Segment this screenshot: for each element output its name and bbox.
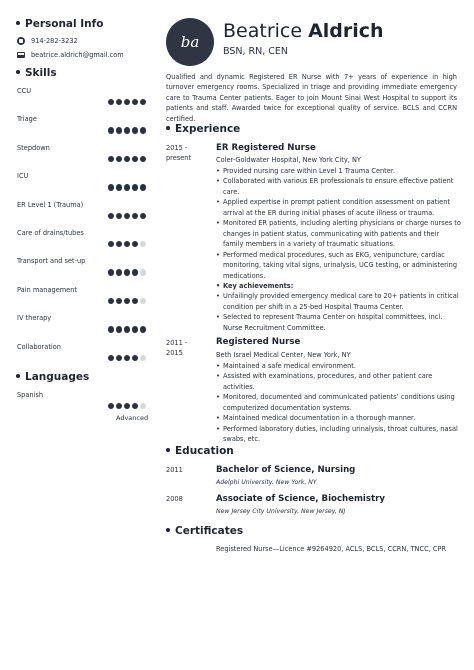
heading-bullet [166,528,170,532]
heading-bullet [16,21,20,25]
rating-dot-filled [140,213,146,219]
rating-dot-filled [124,269,130,275]
rating-dot-filled [124,326,130,332]
skill-rating [108,156,146,162]
job-bullet: • Provided nursing care within Level 1 Trauma Center. [216,166,461,176]
skill-rating [108,355,146,361]
skill-name: CCU [17,87,32,95]
rating-dot-filled [132,403,138,409]
skill-rating [108,184,146,190]
education-degree: Associate of Science, Biochemistry [216,494,385,504]
heading-bullet [166,126,170,130]
rating-dot-filled [132,99,138,105]
job-bullet: • Collaborated with various ER professionals to ensure effective patient care. [216,176,461,197]
rating-dot-filled [140,127,146,133]
key-achievements-label: • Key achievements: [216,281,461,291]
rating-dot-empty [140,298,146,304]
language-name: Spanish [17,391,44,399]
rating-dot-filled [124,156,130,162]
rating-dot-filled [124,355,130,361]
first-name: Beatrice [223,20,303,42]
job-bullet: • Unfailingly provided emergency medical care to 20+ patients in critical condition per shift in a 25-bed Hospital Trauma Center. [216,291,461,312]
job-bullet: • Maintained a safe medical environment. [216,361,461,371]
language-level-label: Advanced [116,414,149,422]
certificates-heading: Certificates [166,525,243,537]
skills-heading: Skills [16,67,57,79]
rating-dot-filled [108,213,114,219]
email-row [17,51,124,59]
rating-dot-filled [116,326,122,332]
avatar-initials: ba [180,33,200,51]
job-bullet: • Applied expertise in prompt patient condition assessment on patient arrival at the ER during initial phases of acute illness or trauma. [216,197,461,218]
education-school: Adelphi University, New York, NY [216,479,317,486]
rating-dot-filled [132,156,138,162]
rating-dot-empty [140,355,146,361]
rating-dot-filled [108,156,114,162]
heading-bullet [16,374,20,378]
rating-dot-filled [132,184,138,190]
experience-heading: Experience [166,123,240,135]
rating-dot-filled [140,326,146,332]
job-bullet: • Maintained medical documentation in a thorough manner. [216,413,461,423]
rating-dot-filled [116,184,122,190]
rating-dot-filled [108,127,114,133]
skill-rating [108,269,146,275]
job-title: Registered Nurse [216,337,301,347]
rating-dot-filled [132,127,138,133]
rating-dot-filled [116,213,122,219]
phone-number[interactable]: 914-282-3232 [31,37,78,45]
rating-dot-filled [124,127,130,133]
phone-row [17,37,78,45]
rating-dot-filled [108,241,114,247]
job-bullet: • Performed laboratory duties, including urinalysis, throat cultures, nasal swabs, etc. [216,424,461,445]
rating-dot-filled [108,99,114,105]
rating-dot-filled [132,269,138,275]
rating-dot-filled [116,298,122,304]
skill-name: Triage [17,115,37,124]
job-bullets [216,166,461,333]
rating-dot-empty [140,403,146,409]
rating-dot-filled [108,269,114,275]
rating-dot-filled [132,241,138,247]
skill-rating [108,326,146,332]
education-heading: Education [166,445,234,457]
rating-dot-filled [132,355,138,361]
rating-dot-empty [140,241,146,247]
main-content [152,0,474,670]
rating-dot-empty [140,269,146,275]
skill-name: Care of drains/tubes [17,229,84,237]
personal-info-heading: Personal Info [16,18,103,30]
rating-dot-filled [124,184,130,190]
rating-dot-filled [140,99,146,105]
skill-rating [108,99,146,105]
rating-dot-filled [124,99,130,105]
job-employer: Beth Israel Medical Center, New York, NY [216,351,351,359]
skill-name: ICU [17,172,29,181]
rating-dot-filled [116,403,122,409]
skill-rating [108,127,146,133]
skill-name: Stepdown [17,143,50,152]
job-bullet: • Monitored, documented and communicated patients’ conditions using computerized documentation systems. [216,392,461,413]
rating-dot-filled [116,99,122,105]
skill-rating [108,298,146,304]
skill-name: Transport and set-up [17,257,86,266]
education-year: 2008 [166,495,183,503]
rating-dot-filled [124,213,130,219]
job-bullet: • Assisted with examinations, procedures, and other patient care activities. [216,371,461,392]
skill-name: ER Level 1 (Trauma) [17,200,84,209]
sidebar [0,0,152,670]
rating-dot-filled [124,403,130,409]
rating-dot-filled [116,355,122,361]
phone-icon [17,37,25,45]
education-year: 2011 [166,466,183,474]
rating-dot-filled [116,156,122,162]
language-rating [108,403,146,409]
rating-dot-filled [132,213,138,219]
email-address[interactable]: beatrice.aldrich@gmail.com [31,51,124,59]
rating-dot-filled [108,326,114,332]
rating-dot-filled [108,355,114,361]
job-bullets [216,361,461,445]
candidate-name [223,20,384,42]
rating-dot-filled [140,156,146,162]
last-name: Aldrich [308,20,384,42]
rating-dot-filled [124,241,130,247]
certificates-list: Registered Nurse—Licence #9264920, ACLS, BCLS, CCRN, TNCC, CPR [216,545,447,553]
job-dates: 2011 - 2015 [166,339,188,358]
job-bullet: • Performed medical procedures, such as EKG, venipuncture, cardiac monitoring, taking vital signs, urinalysis, UCG testing, or administering medications. [216,250,461,281]
rating-dot-filled [132,326,138,332]
rating-dot-filled [116,269,122,275]
heading-bullet [166,448,170,452]
skill-name: Pain management [17,285,77,294]
job-dates: 2015 - present [166,144,192,163]
heading-bullet [16,70,20,74]
profile-summary: Qualified and dynamic Registered ER Nurse with 7+ years of experience in high turnover emergency rooms. Specialized in triage and providing immediate emergency care to Trauma Center patients. Eager to join Mount Sinai West Hospital to support its patients and staff. Awarded twice for exceptional quality of service. BCLS and CCRN certified. [166,73,457,123]
education-degree: Bachelor of Science, Nursing [216,465,356,475]
skill-name: Collaboration [17,342,61,351]
rating-dot-filled [108,184,114,190]
rating-dot-filled [116,241,122,247]
skill-rating [108,213,146,219]
education-school: New Jersey City University, New Jersey, NJ [216,508,346,515]
credentials: BSN, RN, CEN [223,46,289,57]
languages-heading: Languages [16,371,89,383]
rating-dot-filled [108,298,114,304]
email-icon [17,52,25,58]
skill-name: IV therapy [17,314,52,323]
rating-dot-filled [116,127,122,133]
rating-dot-filled [108,403,114,409]
job-bullet: • Selected to represent Trauma Center on hospital committees, incl. Nurse Recruitment Committee. [216,312,461,333]
rating-dot-filled [140,184,146,190]
job-bullet: • Monitored ER patients, including alerting physicians or charge nurses to changes in patient status, communicating with patients and their family members in a variety of traumatic situations. [216,218,461,249]
job-employer: Coler-Goldwater Hospital, New York City, NY [216,156,361,164]
job-title: ER Registered Nurse [216,143,316,153]
skill-rating [108,241,146,247]
rating-dot-filled [132,298,138,304]
rating-dot-filled [124,298,130,304]
avatar [166,18,214,66]
